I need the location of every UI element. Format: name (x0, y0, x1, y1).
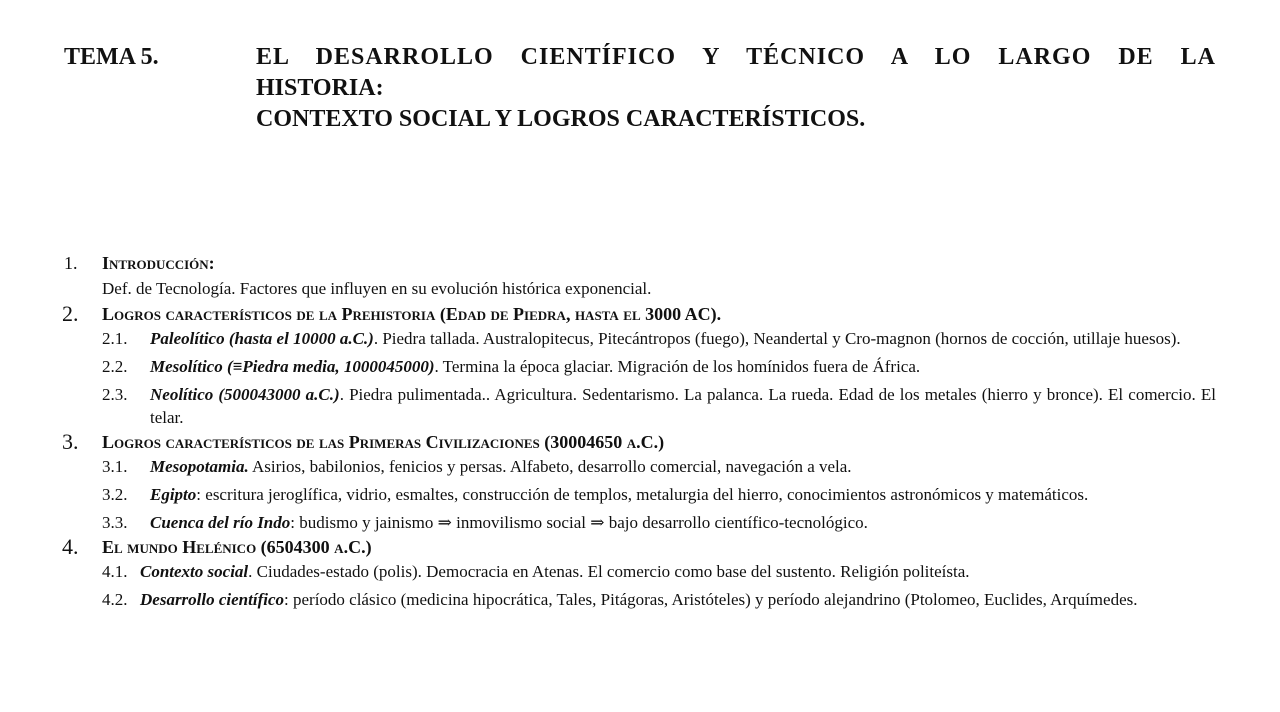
item-subject: Neolítico (500043000 a.C.) (150, 385, 340, 404)
item-subject: Egipto (150, 485, 197, 504)
item-subject: Cuenca del río Indo (150, 513, 291, 532)
section-heading: Logros característicos de las Primeras Civilizaciones (30004650 a.C.) (102, 432, 665, 452)
item-body: . Termina la época glaciar. Migración de los homínidos fuera de África. (434, 357, 921, 376)
item-subject: Contexto social (140, 562, 249, 581)
section-mundo-helenico (0, 534, 1280, 611)
item-number: 4.2. (102, 590, 128, 609)
item-body: . Ciudades-estado (polis). Democracia en Atenas. El comercio como base del sustento. Religión politeísta. (248, 562, 970, 581)
item-number: 4.1. (102, 562, 128, 581)
list-item (0, 327, 1280, 350)
section-number: 3. (62, 429, 79, 454)
item-text (150, 355, 1216, 378)
item-body: : período clásico (medicina hipocrática, Tales, Pitágoras, Aristóteles) y período alejandrino (Ptolomeo, Euclides, Arquímedes. (284, 590, 1138, 609)
item-subject: Mesopotamia. (150, 457, 249, 476)
item-number: 3.1. (102, 457, 128, 476)
section-primeras-civilizaciones (0, 429, 1280, 534)
section-number: 1. (64, 253, 78, 273)
list-item (0, 483, 1280, 506)
topic-outline (0, 250, 1280, 611)
item-text (150, 483, 1216, 506)
item-number: 2.3. (102, 385, 128, 404)
item-text (150, 327, 1216, 350)
item-subject: Mesolítico (≡Piedra media, 1000045000) (150, 357, 435, 376)
item-text (150, 511, 1216, 534)
item-body: : escritura jeroglífica, vidrio, esmaltes, construcción de templos, metalurgia del hierro, conocimientos astronómicos y matemáticos. (196, 485, 1089, 504)
item-text (150, 383, 1216, 429)
item-subject: Paleolítico (hasta el 10000 a.C.) (150, 329, 374, 348)
list-item (0, 511, 1280, 534)
item-body: . Piedra tallada. Australopitecus, Pitecántropos (fuego), Neandertal y Cro-magnon (hornos de cocción, utillaje huesos). (373, 329, 1181, 348)
item-subject: Desarrollo científico (140, 590, 285, 609)
item-number: 3.3. (102, 513, 128, 532)
document-title (256, 42, 1216, 135)
item-body: . Piedra pulimentada.. Agricultura. Sedentarismo. La palanca. La rueda. Edad de los metales (hierro y bronce). El comercio. El telar. (150, 385, 1217, 427)
section-number: 2. (62, 301, 79, 326)
section-introduccion (0, 250, 1280, 301)
item-number: 2.1. (102, 329, 128, 348)
section-heading: Introducción: (102, 253, 215, 273)
item-text (140, 560, 1216, 583)
list-item (0, 455, 1280, 478)
item-number: 2.2. (102, 357, 128, 376)
item-text (140, 588, 1216, 611)
title-line-1: EL DESARROLLO CIENTÍFICO Y TÉCNICO A LO LARGO DE LA (256, 44, 1216, 70)
section-heading: Logros característicos de la Prehistoria (Edad de Piedra, hasta el 3000 AC). (102, 304, 722, 324)
title-line-2: HISTORIA: (256, 75, 384, 101)
list-item (0, 560, 1280, 583)
tema-label: TEMA 5. (64, 44, 159, 70)
item-text (150, 455, 1216, 478)
section-prehistoria (0, 301, 1280, 429)
list-item (0, 588, 1280, 611)
item-number: 3.2. (102, 485, 128, 504)
section-description: Def. de Tecnología. Factores que influyen en su evolución histórica exponencial. (102, 279, 652, 298)
list-item (0, 383, 1280, 429)
item-body: Asirios, babilonios, fenicios y persas. Alfabeto, desarrollo comercial, navegación a vela. (248, 457, 852, 476)
section-number: 4. (62, 534, 79, 559)
title-line-3: CONTEXTO SOCIAL Y LOGROS CARACTERÍSTICOS. (256, 106, 866, 132)
list-item (0, 355, 1280, 378)
item-body: : budismo y jainismo ⇒ inmovilismo social ⇒ bajo desarrollo científico-tecnológico. (290, 513, 868, 532)
section-heading: El mundo Helénico (6504300 a.C.) (102, 537, 372, 557)
